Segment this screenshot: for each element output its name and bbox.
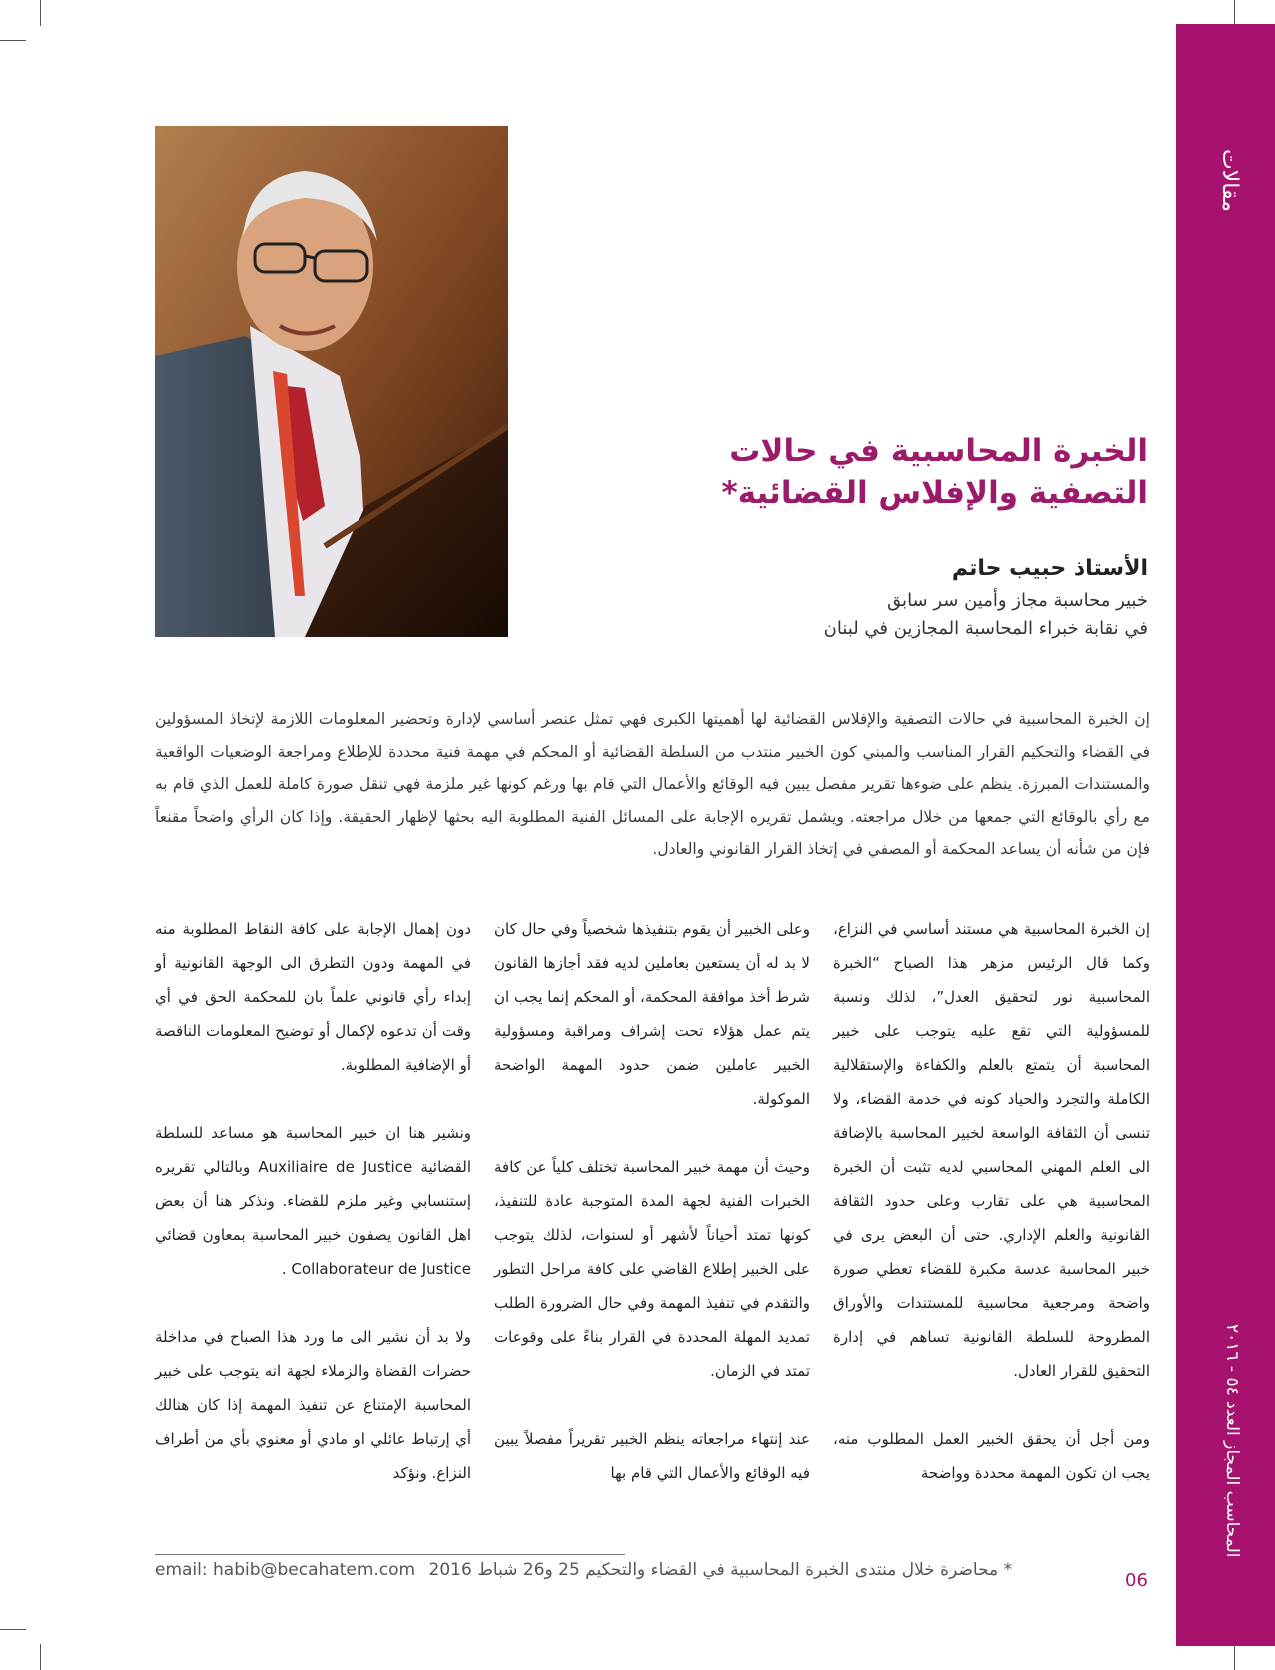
paragraph: دون إهمال الإجابة على كافة النقاط المطلوبة منه في المهمة ودون التطرق الى الوجهة القانونية أو إبداء رأي قانوني علماً بان للمحكمة الحق في أي وقت أن تدعوه لإكمال أو توضيح المعلومات الناقصة أو الإضافية المطلوبة. — [155, 920, 471, 1074]
crop-mark — [0, 1629, 26, 1630]
author-affiliation: في نقابة خبراء المحاسبة المجازين في لبنان — [823, 618, 1148, 639]
crop-mark — [40, 0, 41, 26]
paragraph: وحيث أن مهمة خبير المحاسبة تختلف كلياً عن كافة الخبرات الفنية لجهة المدة المتوجبة عادة للتنفيذ، كونها تمتد أحياناً لأشهر أو لسنوات، لذلك يتوجب على الخبير إطلاع القاضي على كافة مراحل التطور والتقدم في تنفيذ المهمة وفي حال الضرورة الطلب تمديد المهلة المحددة في القرار بناءً على وقوعات تمتد في الزمان. — [494, 1158, 810, 1380]
sidebar-strip — [1176, 24, 1275, 1646]
crop-mark — [0, 40, 26, 41]
author-email[interactable]: email: habib@becahatem.com — [155, 1560, 416, 1580]
column-left — [155, 912, 471, 1490]
column-middle — [494, 912, 810, 1490]
speaker-photo — [155, 126, 508, 637]
page-number: 06 — [1125, 1570, 1148, 1591]
crop-mark — [1234, 1644, 1235, 1670]
footnote — [155, 1560, 1015, 1580]
section-label: مقالات — [1217, 149, 1242, 212]
crop-mark — [1234, 0, 1235, 26]
column-right — [833, 912, 1150, 1490]
article-title-line-2: التصفية والإفلاس القضائية* — [721, 475, 1148, 511]
paragraph: إن الخبرة المحاسبية هي مستند أساسي في النزاع، وكما قال الرئيس مزهر هذا الصباح “الخبرة المحاسبية نور لتحقيق العدل”، لذلك ونسبة للمسؤولية التي تقع عليه يتوجب على خبير المحاسبة أن يتمتع بالعلم والكفاءة والإستقلالية الكاملة والتجرد والحياد كونه في خدمة القضاء، ولا تنسى أن الثقافة الواسعة لخبير المحاسبة بالإضافة الى العلم المهني المحاسبي لديه تثبت أن الخبرة المحاسبية هي على تقارب وعلى حدود الثقافة القانونية والعلم الإداري. حتى أن البعض يرى في خبير المحاسبة عدسة مكبرة للقضاء تعطي صورة واضحة ومرجعية محاسبية للمستندات والأوراق المطروحة للسلطة القانونية تساهم في إدارة التحقيق للقرار العادل. — [833, 920, 1150, 1380]
paragraph: عند إنتهاء مراجعاته ينظم الخبير تقريراً مفصلاً يبين فيه الوقائع والأعمال التي قام بها — [494, 1430, 810, 1482]
crop-mark — [40, 1644, 41, 1670]
paragraph: وعلى الخبير أن يقوم بتنفيذها شخصياً وفي حال كان لا بد له أن يستعين بعاملين لديه فقد أجازها القانون شرط أخذ موافقة المحكمة، أو المحكم إنما يجب ان يتم عمل هؤلاء تحت إشراف ومراقبة ومسؤولية الخبير عاملين ضمن حدود المهمة الواضحة الموكولة. — [494, 920, 810, 1108]
magazine-issue-label: المحاسب المجاز العدد ٥٤ - ٢٠١٦ — [1222, 1324, 1242, 1558]
paragraph: ولا بد أن نشير الى ما ورد هذا الصباح في مداخلة حضرات القضاة والزملاء لجهة انه يتوجب على خبير المحاسبة الإمتناع عن تنفيذ المهمة إذا كان هنالك أي إرتباط عائلي او مادي أو معنوي بأي من أطراف النزاع. ونؤكد — [155, 1328, 471, 1482]
intro-paragraph: إن الخبرة المحاسبية في حالات التصفية والإفلاس القضائية لها أهميتها الكبرى فهي تمثل عنصر أساسي لإدارة وتحضير المعلومات اللازمة لإتخاذ المسؤولين في القضاء والتحكيم القرار المناسب والمبني كون الخبير منتدب من السلطة القضائية أو المحكم في مهمة فنية محددة للإطلاع ومراجعة الوضعيات الواقعية والمستندات المبرزة. ينظم على ضوءها تقرير مفصل يبين فيه الوقائع والأعمال التي قام بها ورغم كونها غير ملزمة فهي تنقل صورة كاملة للعمل الذي قام به مع رأي بالوقائع التي جمعها من خلال مراجعته. ويشمل تقريره الإجابة على المسائل الفنية المطلوبة اليه بحثها لإظهار الحقيقة. وإذا كان الرأي واضحاً مقنعاً فإن من شأنه أن يساعد المحكمة أو المصفي في إتخاذ القرار القانوني والعادل. — [155, 710, 1150, 858]
paragraph: ونشير هنا ان خبير المحاسبة هو مساعد للسلطة القضائية Auxiliaire de Justice وبالتالي تقريره إستنسابي وغير ملزم للقضاء. ونذكر هنا أن بعض اهل القانون يصفون خبير المحاسبة بمعاون قضائي Collaborateur de Justice . — [155, 1124, 471, 1278]
article-title-line-1: الخبرة المحاسبية في حالات — [729, 433, 1148, 469]
article-title — [628, 430, 1148, 514]
paragraph: ومن أجل أن يحقق الخبير العمل المطلوب منه، يجب ان تكون المهمة محددة وواضحة — [833, 1430, 1150, 1482]
footnote-text: * محاضرة خلال منتدى الخبرة المحاسبية في القضاء والتحكيم 25 و26 شباط 2016 — [428, 1560, 1013, 1580]
author-role: خبير محاسبة مجاز وأمين سر سابق — [887, 590, 1148, 611]
author-name: الأستاذ حبيب حاتم — [951, 556, 1148, 581]
footnote-divider — [155, 1554, 625, 1555]
